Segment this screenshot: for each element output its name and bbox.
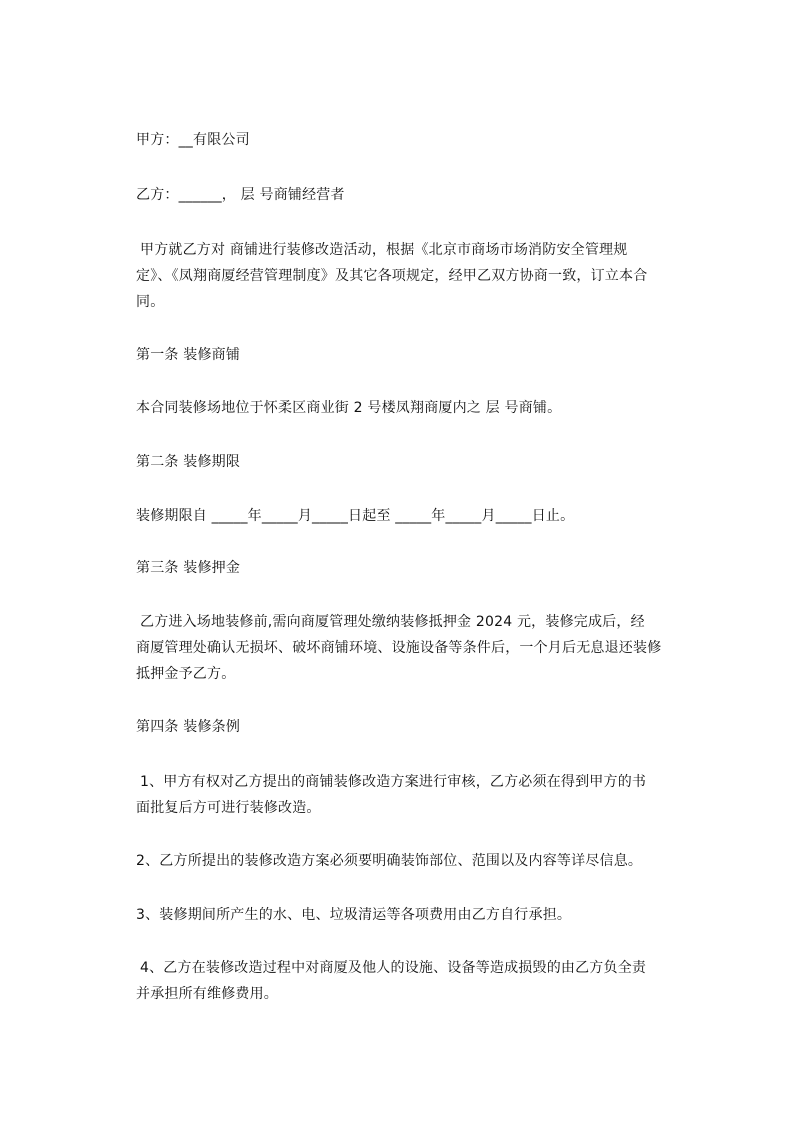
article-4-title: 第四条 装修条例 — [136, 719, 241, 735]
article-1-title: 第一条 装修商铺 — [136, 347, 241, 363]
article-4-item-4-line-1: 4、乙方在装修改造过程中对商厦及他人的设施、设备等造成损毁的由乙方负全责 — [140, 960, 647, 976]
intro-line-3: 同。 — [136, 294, 165, 310]
article-4-item-2: 2、乙方所提出的装修改造方案必须要明确装饰部位、范围以及内容等详尽信息。 — [136, 853, 643, 869]
article-3-line-2: 商厦管理处确认无损坏、破坏商铺环境、设施设备等条件后，一个月后无息退还装修 — [136, 640, 662, 656]
article-3-line-3: 抵押金予乙方。 — [136, 666, 236, 682]
article-4-item-1-line-1: 1、甲方有权对乙方提出的商铺装修改造方案进行审核，乙方必须在得到甲方的书 — [140, 774, 647, 790]
article-4-item-1-line-2: 面批复后方可进行装修改造。 — [136, 800, 321, 816]
article-4-item-3: 3、装修期间所产生的水、电、垃圾清运等各项费用由乙方自行承担。 — [136, 907, 572, 923]
article-1-body: 本合同装修场地位于怀柔区商业街 2 号楼凤翔商厦内之 层 号商铺。 — [136, 400, 562, 416]
article-2-body: 装修期限自 _____年_____月_____日起至 _____年_____月_____日止。 — [136, 508, 575, 524]
intro-line-2: 定》、《凤翔商厦经营管理制度》及其它各项规定，经甲乙双方协商一致，订立本合 — [136, 268, 648, 284]
intro-line-1: 甲方就乙方对 商铺进行装修改造活动，根据《北京市商场市场消防安全管理规 — [140, 242, 628, 258]
article-3-line-1: 乙方进入场地装修前,需向商厦管理处缴纳装修抵押金 2024 元，装修完成后，经 — [140, 614, 645, 630]
article-3-title: 第三条 装修押金 — [136, 560, 241, 576]
article-2-title: 第二条 装修期限 — [136, 454, 241, 470]
party-b-line: 乙方：______， 层 号商铺经营者 — [136, 187, 345, 203]
article-4-item-4-line-2: 并承担所有维修费用。 — [136, 986, 278, 1002]
party-a-line: 甲方：__有限公司 — [136, 132, 250, 148]
